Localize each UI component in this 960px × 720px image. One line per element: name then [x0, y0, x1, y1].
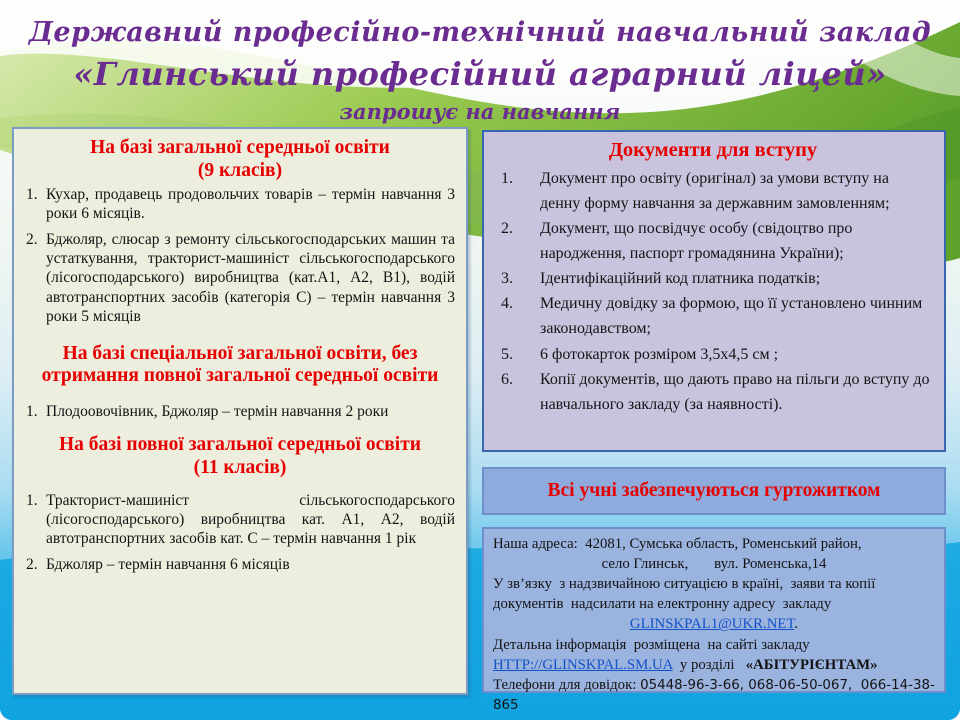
section-special-heading: На базі спеціальної загальної освіти, без отримання повної загальної середньої освіти [41, 342, 439, 387]
website-mid-text: у розділі [672, 656, 746, 673]
hostel-banner-text: Всі учні забезпечуються гуртожитком [547, 480, 881, 501]
documents-heading: Документи для вступу [608, 139, 818, 161]
section-9-course-list [25, 185, 455, 325]
document-item: Документ про освіту (оригінал) за умови вступу на денну форму навчання за державним замовленням; [540, 169, 890, 212]
course-item: Кухар, продавець продовольчих товарів – термін навчання 3 роки 6 місяців. [46, 186, 455, 223]
programs-panel [12, 127, 468, 695]
website-link[interactable]: HTTP://GLINSKPAL.SM.UA [493, 656, 673, 673]
website-line [493, 655, 935, 675]
notice-line-1: У зв’язку з надзвичайною ситуацією в країні, заяви та копії [493, 576, 876, 593]
course-item: Плодоовочівник, Бджоляр – термін навчання 2 роки [46, 402, 389, 420]
section-special-course-list [25, 402, 455, 421]
invitation-subtitle: запрошує на навчання [339, 99, 621, 124]
site-info-line: Детальна інформація розміщена на сайті закладу [493, 636, 810, 653]
hostel-banner [482, 467, 946, 515]
document-item: Медичну довідку за формою, що її установлено чинним законодавством; [540, 295, 923, 338]
notice-line-2: документів надсилати на електронну адресу закладу [493, 596, 832, 613]
documents-panel [482, 130, 946, 452]
address-line-1: Наша адреса: 42081, Сумська область, Роменський район, [493, 536, 862, 552]
phones-line [493, 675, 935, 715]
document-item: Документ, що посвідчує особу (свідоцтво про народження, паспорт громадянина України); [540, 219, 853, 263]
email-line [493, 614, 935, 634]
email-link[interactable]: GLINSKPAL1@UKR.NET [629, 616, 795, 633]
document-item: 6 фотокарток розміром 3,5х4,5 см ; [540, 345, 779, 363]
course-item: Бджоляр – термін навчання 6 місяців [46, 556, 290, 574]
section-11-heading [25, 434, 455, 479]
school-name-title: «Глинський професійний аграрний ліцей» [73, 55, 887, 93]
phone-numbers: 05448-96-3-66, 068-06-50-067, 066-14-38-865 [493, 677, 935, 713]
school-type-title: Державний професійно-технічний навчальний заклад [28, 17, 932, 48]
course-item: Тракторист-машиніст сільськогосподарського (лісогосподарського) виробництва кат. А1, А2, водій автотранспортних засобів кат. С – термін навчання 1 рік [46, 492, 455, 548]
section-11-heading-line2: (11 класів) [193, 456, 287, 478]
course-item: Бджоляр, слюсар з ремонту сільськогосподарських машин та устаткування, тракторист-машиніст сільськогосподарського (лісогосподарського) виробництва (кат.А1, А2, В1), водій автотранспортних засобів (категорія С) – термін навчання 3 роки 5 місяців [46, 231, 455, 325]
document-item: Ідентифікаційний код платника податків; [540, 270, 821, 288]
section-9-heading-line1: На базі загальної середньої освіти [90, 137, 390, 158]
address-line-2: село Глинськ, вул. Роменська,14 [601, 556, 827, 573]
documents-list [494, 166, 932, 417]
section-9-heading [25, 137, 455, 182]
section-11-heading-line1: На базі повної загальної середньої освіти [58, 433, 422, 455]
slide-title [0, 14, 960, 126]
section-9-heading-line2: (9 класів) [197, 159, 283, 181]
document-item: Копії документів, що дають право на пільги до вступу до навчального закладу (за наявності). [540, 370, 930, 413]
contact-panel [482, 527, 946, 713]
phones-label: Телефони для довідок: [493, 676, 641, 693]
email-suffix: . [794, 616, 799, 633]
section-11-course-list [25, 491, 455, 574]
website-section-name: «АБІТУРІЄНТАМ» [745, 656, 878, 673]
